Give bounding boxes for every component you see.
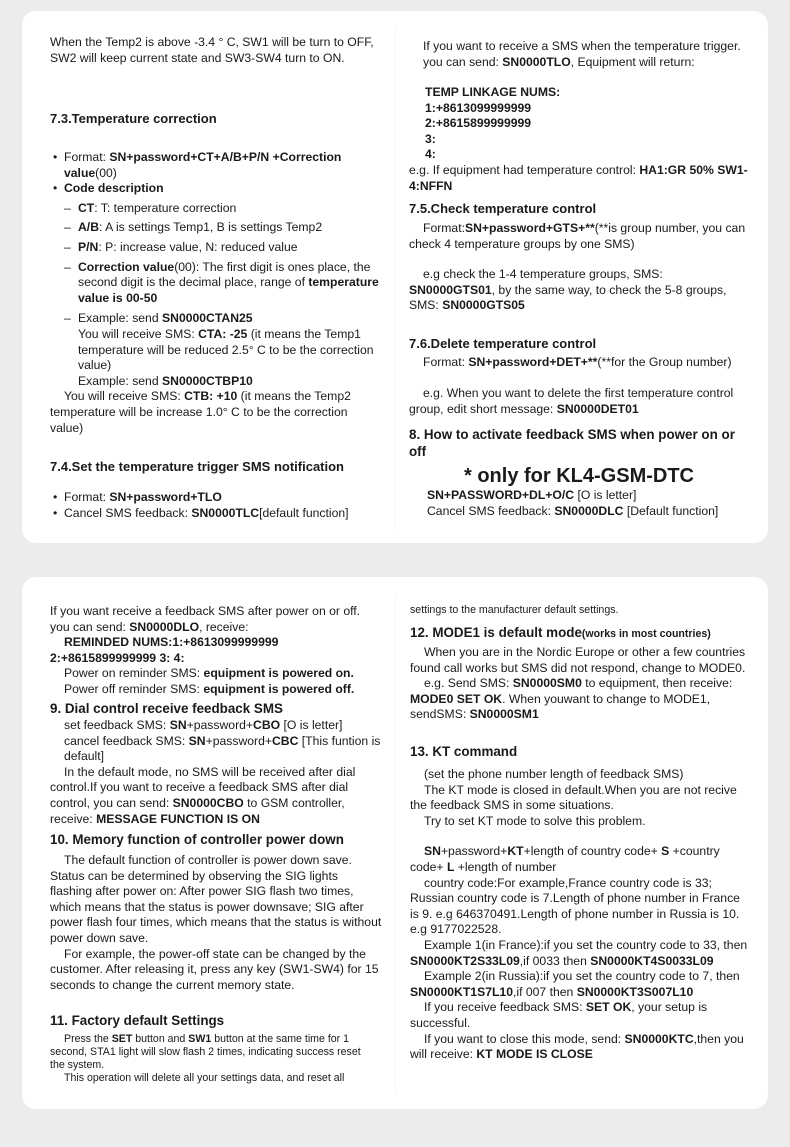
section-11-body	[50, 1033, 375, 1085]
kt-format: SN+password+KT+length of country code+ S +country code+ L +length of number	[410, 844, 720, 874]
ab-item: – A/B: A is settings Temp1, B is settings Temp2	[50, 220, 382, 236]
ct-item: – CT: T: temperature correction	[50, 201, 382, 217]
receive-1: You will receive SMS: CTA: -25 (it means the Temp1 temperature will be reduced 2.5° C to be the correction value)	[78, 326, 374, 373]
example-1: – Example: send SN0000CTAN25	[50, 311, 382, 327]
temp-trigger-intro: If you want to receive a SMS when the temperature trigger. you can send: SN0000TLO, Equipment will return:	[423, 39, 741, 69]
section-9-title: 9. Dial control receive feedback SMS	[50, 701, 283, 716]
column-divider	[395, 29, 396, 529]
section-7-4-body	[50, 490, 390, 521]
default-mode-note: In the default mode, no SMS will be received after dial control.If you want to receive a feedback SMS after dial control, you can send: SN0000CBO to GSM controller, receive: MESSAGE FUNCTION IS ON	[50, 764, 356, 826]
mode0-example: e.g. Send SMS: SN0000SM0 to equipment, then receive: MODE0 SET OK. When youwant to change to MODE1, sendSMS: SN0000SM1	[410, 676, 733, 722]
kt-default-note: The KT mode is closed in default.When you are not recive the feedback SMS in some situations.	[410, 782, 737, 813]
cancel-74: • Cancel SMS feedback: SN0000TLC[default function]	[50, 506, 390, 522]
power-feedback-intro: If you want receive a feedback SMS after power on or off. you can send: SN0000DLO, receive:	[50, 604, 361, 634]
section-12-title: 12. MODE1 is default mode(works in most countries)	[410, 625, 711, 640]
instruction-card-2	[22, 577, 768, 1109]
section-10-body	[50, 853, 382, 993]
correction-value-item: – Correction value(00): The first digit is ones place, the second digit is the decimal place, range of temperature value is 00-50	[50, 260, 382, 307]
factory-reset-warning: This operation will delete all your settings data, and reset all	[64, 1072, 345, 1084]
section-7-6-example: e.g. When you want to delete the first temperature control group, edit short message: SN0000DET01	[409, 386, 734, 416]
memory-function-text: The default function of controller is power down save. Status can be determined by observing the SIG lights flashing after power on: After power SIG flash two times, which means that the status is power downsave; SIG after power flash four times, which means that the status is without power down save.	[50, 853, 382, 945]
temp2-intro: When the Temp2 is above -3.4 ° C, SW1 will be turn to OFF, SW2 will keep current state and SW3-SW4 turn to ON.	[50, 35, 374, 65]
section-8-cancel: Cancel SMS feedback: SN0000DLC [Default function]	[427, 503, 719, 518]
column-divider	[395, 595, 396, 1095]
temp-linkage-3: 3:	[425, 131, 436, 146]
instruction-card-1	[22, 11, 768, 543]
section-7-5-title: 7.5.Check temperature control	[409, 201, 597, 216]
section-8-title: 8. How to activate feedback SMS when power on or off	[409, 427, 735, 459]
reminded-nums-line-1: REMINDED NUMS:1:+8613099999999	[64, 635, 279, 649]
section-10-title: 10. Memory function of controller power down	[50, 832, 344, 847]
temp-linkage-4: 4:	[425, 147, 436, 162]
section-7-3-title: 7.3.Temperature correction	[50, 111, 217, 126]
kt-try-note: Try to set KT mode to solve this problem.	[424, 813, 646, 828]
power-off-reminder: Power off reminder SMS: equipment is powered off.	[64, 681, 355, 696]
section-11-title: 11. Factory default Settings	[50, 1013, 225, 1028]
example-2: Example: send SN0000CTBP10	[78, 373, 253, 388]
set-feedback: set feedback SMS: SN+password+CBO [O is letter]	[64, 718, 343, 732]
section-7-6-title: 7.6.Delete temperature control	[409, 336, 597, 351]
mode0-note: When you are in the Nordic Europe or other a few countries found call works but SMS did not respond, change to MODE0.	[410, 645, 746, 675]
section-8-body	[427, 488, 757, 519]
receive-2: You will receive SMS: CTB: +10 (it means the Temp2 temperature will be increase 1.0° C to be the correction value)	[50, 389, 351, 435]
power-off-state-text: For example, the power-off state can be changed by the customer. After releasing it, press any key (SW1-SW4) for 15 seconds to change the current memory state.	[50, 946, 379, 992]
country-code-note: country code:For example,France country code is 33; Russian country code is 7.Length of phone number in France is 9. e.g 646370491.Length of phone number in Russia is 10. e.g 9177022528.	[410, 875, 740, 937]
kt-success: If you receive feedback SMS: SET OK, your setup is successful.	[410, 1000, 708, 1030]
pn-item: – P/N: P: increase value, N: reduced value	[50, 240, 382, 256]
section-9-body	[50, 718, 382, 827]
format-line: • Format: SN+password+CT+A/B+P/N +Correction value(00)	[50, 150, 382, 181]
cancel-feedback: cancel feedback SMS: SN+password+CBC [This funtion is default]	[64, 733, 381, 764]
temp-linkage-1: 1:+8613099999999	[425, 100, 532, 115]
section-12-body	[410, 645, 750, 723]
section-7-6-format: Format: SN+password+DET+**(**for the Group number)	[423, 355, 732, 369]
temp-linkage-list	[409, 85, 560, 163]
section-7-5-format: Format:SN+password+GTS+**(**is group number, you can check 4 temperature groups by one SMS)	[409, 221, 746, 251]
kt-example-2: Example 2(in Russia):if you set the country code to 7, then SN0000KT1S7L10,if 007 then SN0000KT3S007L10	[410, 969, 740, 999]
kt-example-1: Example 1(in France):if you set the country code to 33, then SN0000KT2S33L09,if 0033 then SN0000KT4S0033L09	[410, 937, 748, 968]
factory-reset-continued: settings to the manufacturer default settings.	[410, 604, 619, 616]
power-on-reminder: Power on reminder SMS: equipment is powered on.	[64, 666, 354, 681]
factory-reset-steps: Press the SET button and SW1 button at the same time for 1 second, STA1 light will slow flash 2 times, indicating success reset the system.	[50, 1033, 361, 1071]
kt-close: If you want to close this mode, send: SN0000KTC,then you will receive: KT MODE IS CLOSE	[410, 1031, 744, 1062]
kt-purpose: (set the phone number length of feedback SMS)	[424, 767, 684, 781]
section-7-3-body	[50, 150, 382, 436]
reminded-nums-line-2: 2:+8615899999999 3: 4:	[50, 650, 185, 665]
format-74: • Format: SN+password+TLO	[50, 490, 390, 506]
temp-control-example: e.g. If equipment had temperature control: HA1:GR 50% SW1-4:NFFN	[409, 163, 748, 193]
reminded-nums	[50, 635, 390, 697]
temp-linkage-head: TEMP LINKAGE NUMS:	[425, 85, 561, 99]
section-8-format: SN+PASSWORD+DL+O/C [O is letter]	[427, 488, 637, 502]
temp-linkage-2: 2:+8615899999999	[425, 116, 532, 131]
section-7-5-example: e.g check the 1-4 temperature groups, SMS: SN0000GTS01, by the same way, to check the 5-8 groups, SMS: SN0000GTS05	[409, 267, 727, 313]
section-7-4-title: 7.4.Set the temperature trigger SMS notification	[50, 459, 344, 474]
section-13-body	[410, 767, 750, 1063]
kl4-only-note: * only for KL4-GSM-DTC	[464, 465, 694, 487]
section-13-title: 13. KT command	[410, 744, 518, 759]
code-description-heading: • Code description	[50, 181, 382, 197]
